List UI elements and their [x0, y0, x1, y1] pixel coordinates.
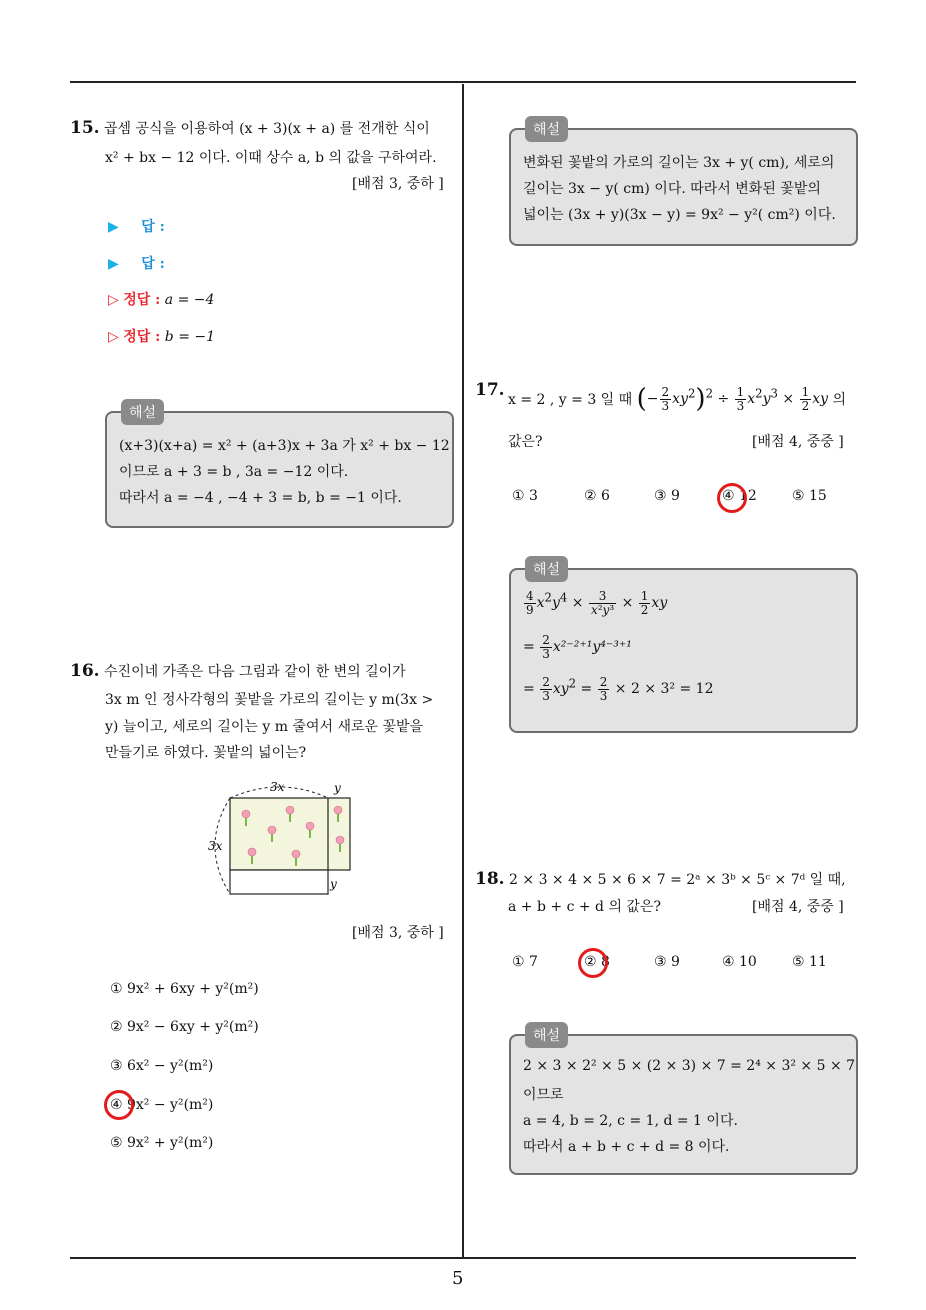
question-expression: x = 2 , y = 3 일 때 (− $\frac{2}{3}$ $xy^2)^2$ ÷ $\frac{1}{3}$ $x^2y^3$ × $\frac{1}{2}$ xy 의 [508, 384, 847, 414]
explanation-line: 넓이는 (3x + y)(3x − y) = 9x² − y²( cm²) 이다. [523, 207, 836, 223]
correct-value: b = −1 [164, 329, 216, 345]
choice-4[interactable]: ④ 9x² − y²(m²) [110, 1097, 214, 1113]
choice-2[interactable]: ② 6 [584, 488, 610, 504]
left-dimension-label: 3x [208, 839, 223, 853]
question-text-line: 값은? [508, 434, 543, 450]
question-text-line: 곱셈 공식을 이용하여 (x + 3)(x + a) 를 전개한 식이 [104, 121, 430, 137]
top-y-label: y [334, 781, 341, 795]
score-label: [배점 3, 중하 ] [352, 176, 444, 192]
explanation-line: 변화된 꽃밭의 가로의 길이는 3x + y( cm), 세로의 [523, 155, 835, 171]
outline-triangle-icon: ▷ [108, 329, 119, 345]
triangle-icon: ▶ [108, 256, 119, 272]
question-number: 17. [475, 380, 505, 400]
explanation-line: 따라서 a = −4 , −4 + 3 = b, b = −1 이다. [119, 490, 402, 506]
explanation-line: 이므로 a + 3 = b , 3a = −12 이다. [119, 464, 349, 480]
question-text-line: 수진이네 가족은 다음 그림과 같이 한 변의 길이가 [104, 664, 406, 680]
choice-2[interactable]: ② 9x² − 6xy + y²(m²) [110, 1019, 259, 1035]
choice-3[interactable]: ③ 9 [654, 954, 680, 970]
score-label: [배점 4, 중중 ] [752, 899, 844, 915]
question-number: 16. [70, 661, 100, 681]
selected-mark-icon [104, 1090, 134, 1120]
answer-field[interactable] [108, 253, 165, 273]
answer-label: 답 : [141, 256, 165, 272]
question-text-line: 만들기로 하였다. 꽃밭의 넓이는? [105, 745, 307, 761]
choice-4[interactable]: ④ 10 [722, 954, 757, 970]
flower-garden-figure [200, 776, 360, 900]
explanation-line: $\frac{4}{9}$ $x^2y^4$ × $\frac{3}{\text{x²y³}}$ × $\frac{1}{2}$ xy [526, 589, 668, 617]
explanation-box [105, 405, 454, 528]
choice-3[interactable]: ③ 6x² − y²(m²) [110, 1058, 214, 1074]
answer-label: 답 : [141, 219, 165, 235]
choice-1[interactable]: ① 9x² + 6xy + y²(m²) [110, 981, 259, 997]
explanation-tag: 해설 [525, 556, 568, 582]
choice-1[interactable]: ① 7 [512, 954, 538, 970]
selected-mark-icon [578, 948, 608, 978]
explanation-line: 2 × 3 × 2² × 5 × (2 × 3) × 7 = 2⁴ × 3² × 5 × 7 [523, 1058, 856, 1074]
question-text-line: x² + bx − 12 이다. 이때 상수 a, b 의 값을 구하여라. [105, 150, 437, 166]
explanation-tag: 해설 [525, 1022, 568, 1048]
outline-triangle-icon: ▷ [108, 292, 119, 308]
explanation-box [509, 1028, 858, 1175]
triangle-icon: ▶ [108, 219, 119, 235]
correct-value: a = −4 [164, 292, 215, 308]
explanation-line: = $\frac{2}{3}$ $xy^2$ = $\frac{2}{3}$ × 2 × 3² = 12 [523, 675, 714, 703]
choice-2[interactable]: ② 8 [584, 954, 610, 970]
question-text-line: 3x m 인 정사각형의 꽃밭을 가로의 길이는 y m(3x > [105, 692, 434, 708]
correct-label: 정답 : [123, 329, 161, 345]
score-label: [배점 4, 중중 ] [752, 434, 844, 450]
choice-5[interactable]: ⑤ 11 [792, 954, 827, 970]
explanation-tag: 해설 [121, 399, 164, 425]
explanation-line: a = 4, b = 2, c = 1, d = 1 이다. [523, 1113, 738, 1129]
explanation-line: 따라서 a + b + c + d = 8 이다. [523, 1139, 730, 1155]
question-text-line: 2 × 3 × 4 × 5 × 6 × 7 = 2ᵃ × 3ᵇ × 5ᶜ × 7ᵈ 일 때, [509, 872, 846, 888]
correct-answer [108, 326, 215, 346]
question-text-line: a + b + c + d 의 값은? [508, 899, 661, 915]
correct-answer [108, 289, 214, 309]
explanation-box [509, 122, 858, 246]
question-number: 18. [475, 869, 505, 889]
column-divider [462, 84, 464, 1259]
explanation-box [509, 562, 858, 733]
choice-4[interactable]: ④ 12 [722, 488, 757, 504]
explanation-line: = $\frac{2}{3}$ x²⁻²⁺¹y⁴⁻³⁺¹ [523, 633, 632, 661]
explanation-line: 길이는 3x − y( cm) 이다. 따라서 변화된 꽃밭의 [523, 181, 821, 197]
page-number: 5 [452, 1268, 464, 1289]
choice-5[interactable]: ⑤ 15 [792, 488, 827, 504]
choice-1[interactable]: ① 3 [512, 488, 538, 504]
explanation-line: (x+3)(x+a) = x² + (a+3)x + 3a 가 x² + bx − 12 [119, 438, 450, 454]
correct-label: 정답 : [123, 292, 161, 308]
question-text-line: y) 늘이고, 세로의 길이는 y m 줄여서 새로운 꽃밭을 [105, 719, 424, 735]
selected-mark-icon [717, 483, 747, 513]
score-label: [배점 3, 중하 ] [352, 925, 444, 941]
right-y-label: y [330, 877, 337, 891]
explanation-line: 이므로 [523, 1087, 564, 1103]
answer-field[interactable] [108, 216, 165, 236]
choice-5[interactable]: ⑤ 9x² + y²(m²) [110, 1135, 214, 1151]
bottom-rule [70, 1257, 856, 1259]
top-dimension-label: 3x [270, 780, 285, 794]
question-number: 15. [70, 118, 100, 138]
explanation-tag: 해설 [525, 116, 568, 142]
top-rule [70, 81, 856, 83]
choice-3[interactable]: ③ 9 [654, 488, 680, 504]
